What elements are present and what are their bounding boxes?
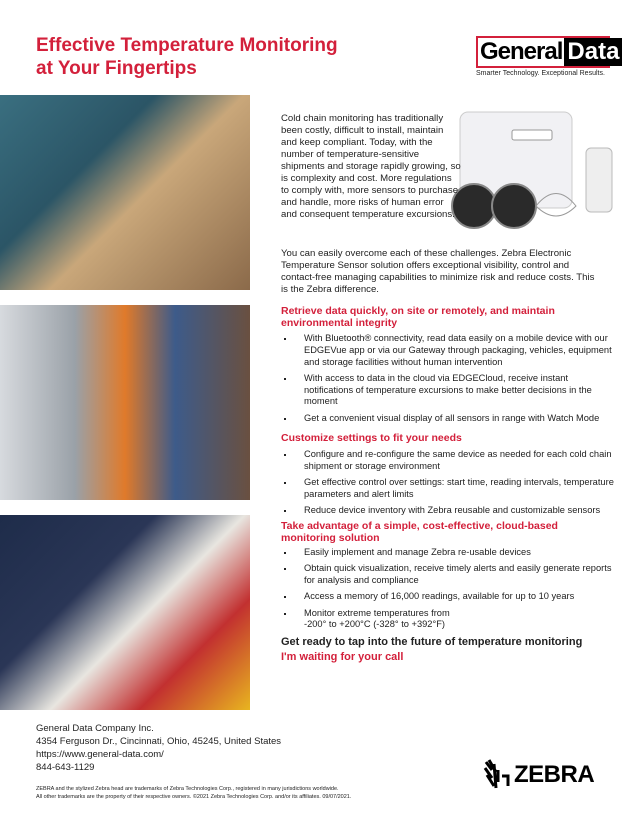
section-heading: Retrieve data quickly, on site or remotely, and maintain environmental integrity bbox=[281, 305, 555, 329]
intro-paragraph-2: You can easily overcome each of these challenges. Zebra Electronic Temperature Sensor solution offers exceptional visibility, control and contact-free managing capabilities to minimize risk and reduce costs. This is the Zebra difference. bbox=[281, 248, 595, 295]
legal-notice bbox=[36, 785, 351, 801]
photo-van-crate bbox=[0, 305, 250, 500]
list-item: Access a memory of 16,000 readings, available for up to 10 years bbox=[284, 591, 614, 603]
cta-heading: Get ready to tap into the future of temperature monitoring bbox=[281, 636, 583, 648]
list-item: Configure and re-configure the same device as needed for each cold chain shipment or storage environment bbox=[284, 449, 614, 473]
list-item: With Bluetooth® connectivity, read data easily on a mobile device with our EDGEVue app or via our Gateway through packaging, vehicles, equipment and storage facilities without human intervention bbox=[284, 333, 614, 368]
title-line-2: at Your Fingertips bbox=[36, 58, 197, 79]
website-link[interactable]: https://www.general-data.com/ bbox=[36, 749, 164, 760]
zebra-wordmark: ZEBRA bbox=[514, 761, 595, 788]
intro-paragraph: Cold chain monitoring has traditionally been costly, difficult to install, maintain and keep compliant. Today, with the number of temperature-sensitive shipments and storage rapidly growing, so is complexity and cost. More regulations to comply with, more sensors to purchase and handle, more risks of human error and consequent temperature excursions. bbox=[281, 113, 461, 220]
bullet-list bbox=[284, 547, 614, 636]
legal-line-2: All other trademarks are the property of their respective owners. ©2021 Zebra Technologies Corp. and/or its affiliates. 09/07/2021. bbox=[36, 794, 352, 800]
list-item: Monitor extreme temperatures from -200° to +200°C (-328° to +392°F) bbox=[284, 608, 474, 632]
list-item: Obtain quick visualization, receive timely alerts and easily generate reports for analysis and compliance bbox=[284, 563, 614, 587]
company-address bbox=[36, 722, 281, 774]
zebra-head-icon bbox=[484, 760, 510, 790]
section-heading: Customize settings to fit your needs bbox=[281, 432, 462, 444]
sensor-devices-image bbox=[444, 108, 614, 238]
general-data-logo bbox=[476, 36, 620, 68]
company-name: General Data Company Inc. bbox=[36, 723, 154, 734]
logo-tagline: Smarter Technology. Exceptional Results. bbox=[476, 70, 605, 77]
list-item: Reduce device inventory with Zebra reusable and customizable sensors bbox=[284, 505, 614, 517]
page-title bbox=[36, 34, 338, 80]
zebra-logo bbox=[484, 760, 594, 790]
list-item: Get a convenient visual display of all sensors in range with Watch Mode bbox=[284, 413, 614, 425]
title-line-1: Effective Temperature Monitoring bbox=[36, 35, 338, 56]
phone-number: 844-643-1129 bbox=[36, 762, 95, 773]
logo-general: General bbox=[480, 38, 563, 65]
cta-subheading: I'm waiting for your call bbox=[281, 651, 404, 663]
section-heading: Take advantage of a simple, cost-effective, cloud-based monitoring solution bbox=[281, 520, 558, 544]
list-item: Get effective control over settings: start time, reading intervals, temperature parameters and alert limits bbox=[284, 477, 614, 501]
list-item: Easily implement and manage Zebra re-usable devices bbox=[284, 547, 614, 559]
legal-line-1: ZEBRA and the stylized Zebra head are trademarks of Zebra Technologies Corp., registered in many jurisdictions worldwide. bbox=[36, 786, 339, 792]
photo-medical-delivery bbox=[0, 95, 250, 290]
street-address: 4354 Ferguson Dr., Cincinnati, Ohio, 45245, United States bbox=[36, 736, 282, 747]
photo-paramedics bbox=[0, 515, 250, 710]
bullet-list bbox=[284, 333, 614, 429]
logo-data: Data bbox=[564, 38, 622, 66]
bullet-list bbox=[284, 449, 614, 521]
list-item: With access to data in the cloud via EDGECloud, receive instant notifications of temperature excursions to make better decisions in the moment bbox=[284, 373, 614, 408]
